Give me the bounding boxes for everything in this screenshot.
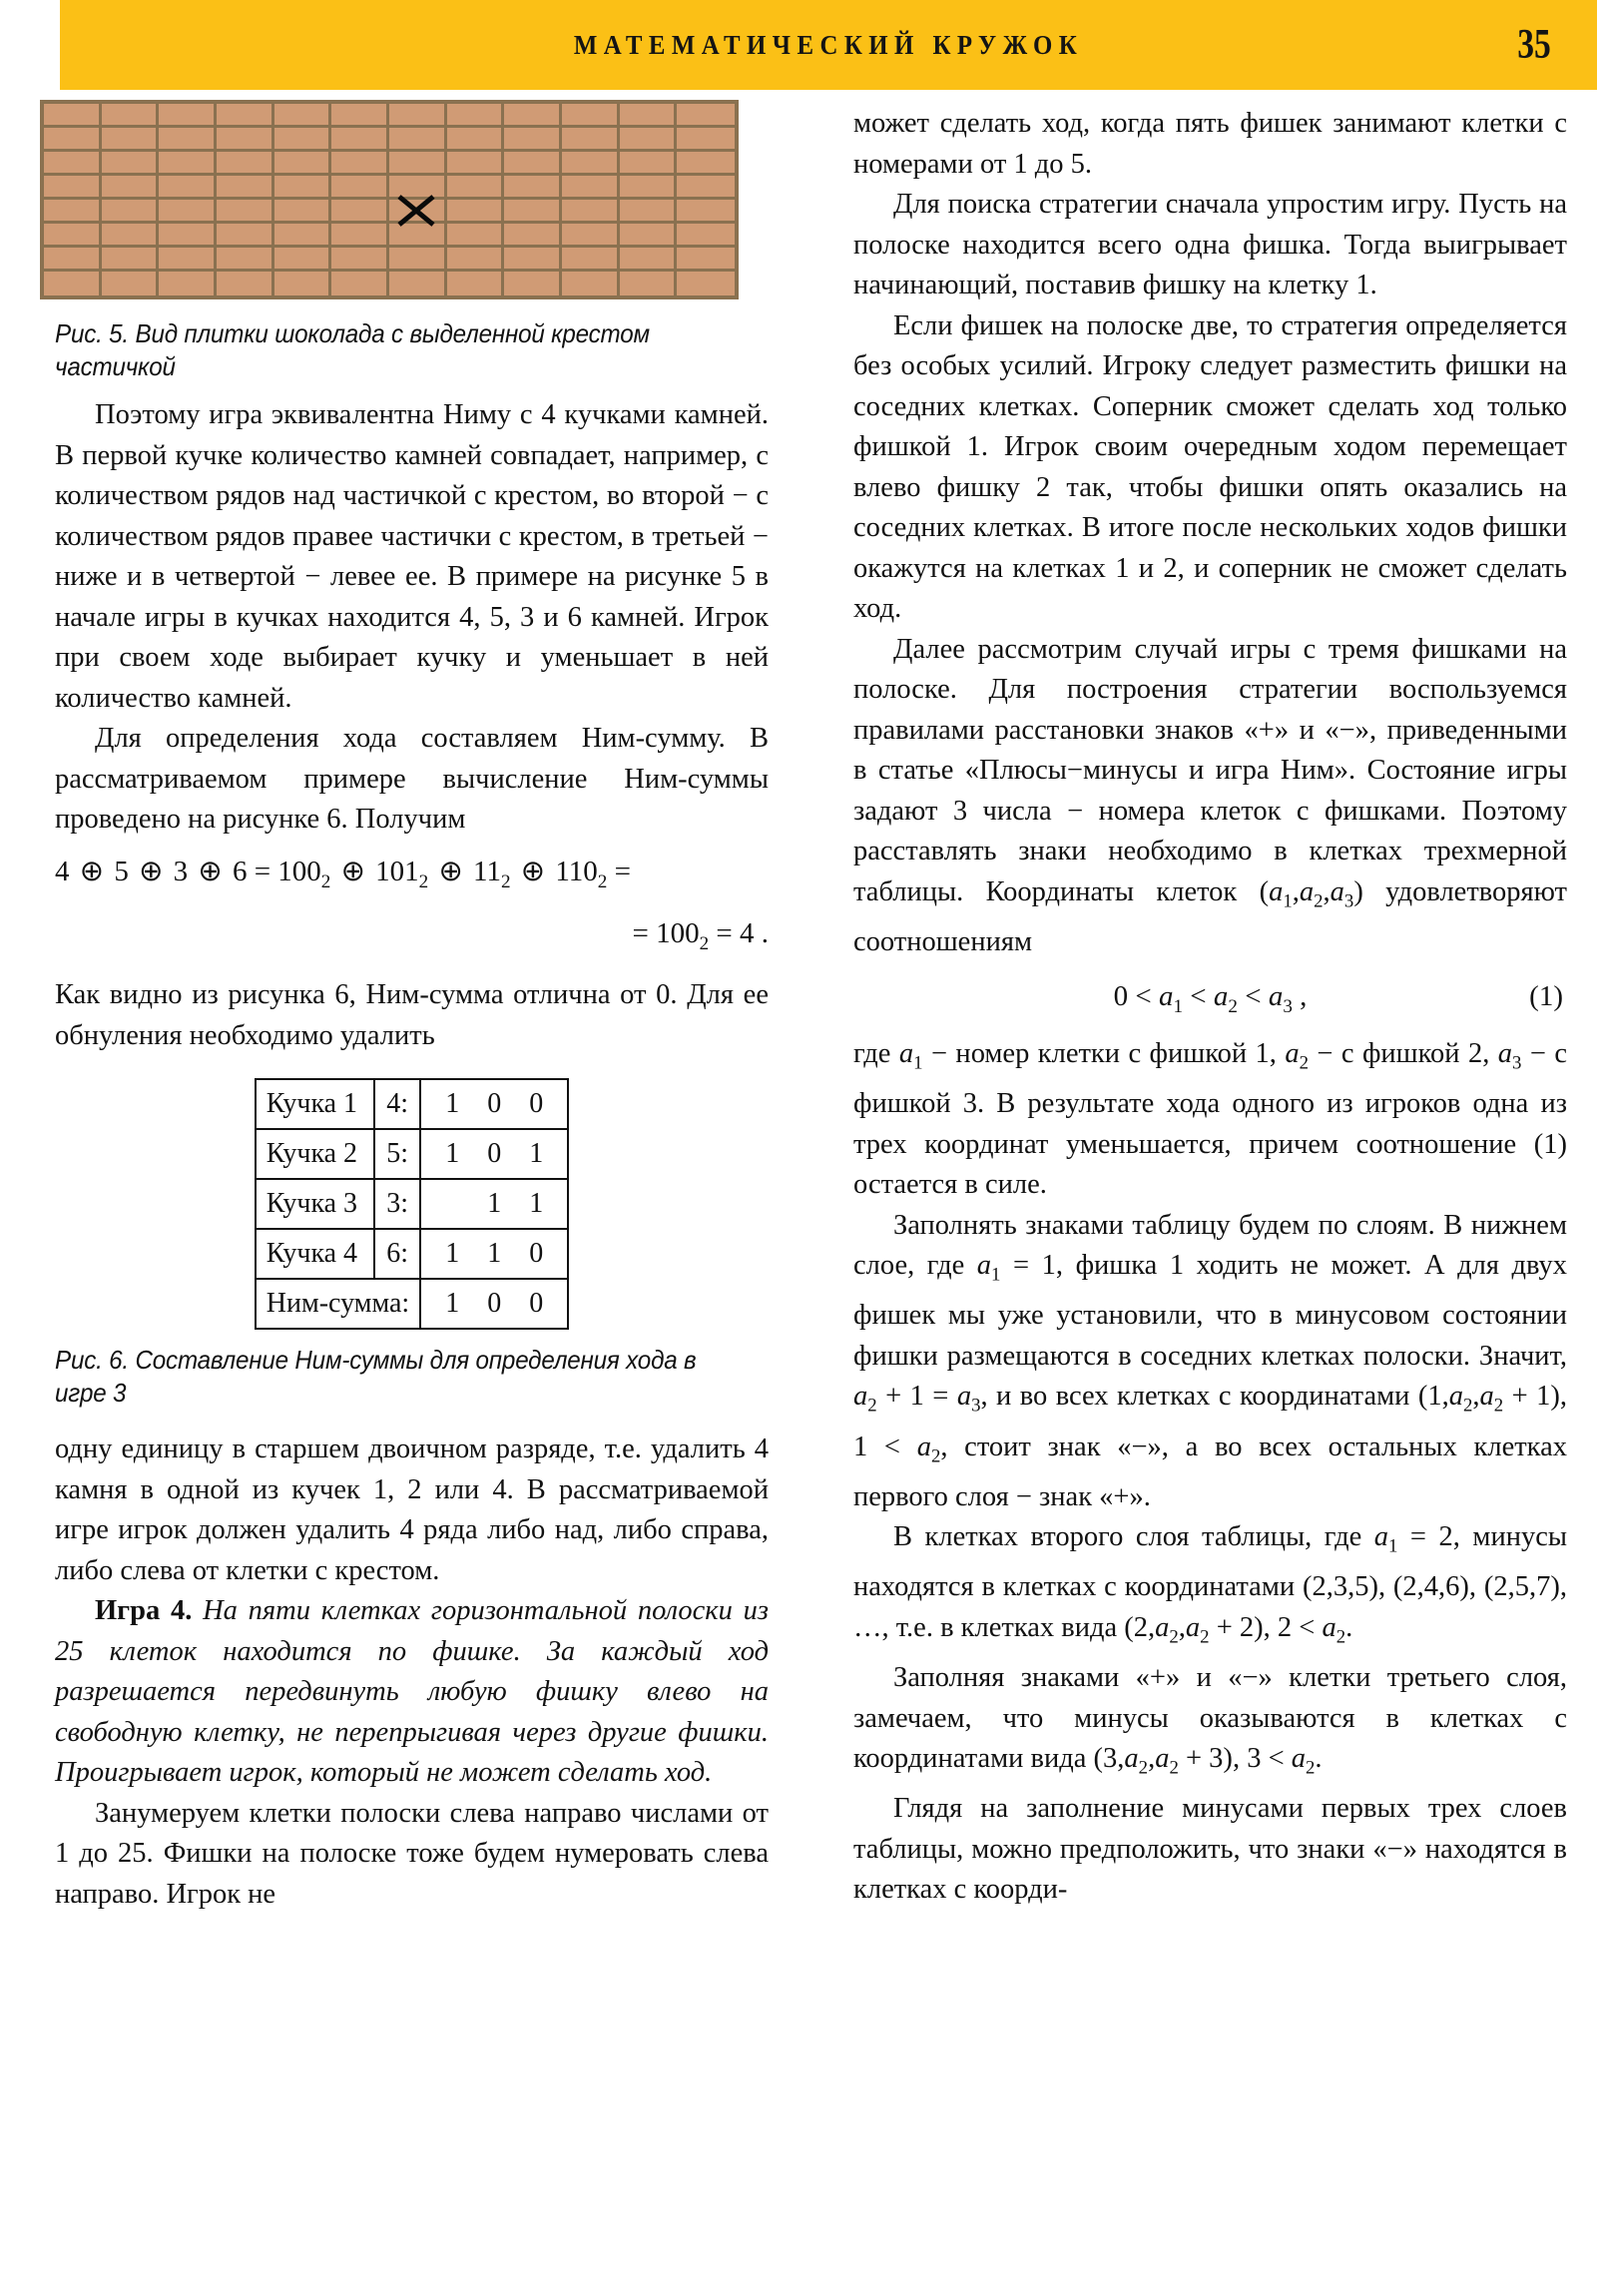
chocolate-cell [504, 104, 562, 128]
bit-cell: 0 [529, 1088, 544, 1120]
chocolate-cell [677, 200, 735, 224]
left-paragraph-4: одну единицу в старшем двоичном разряде, т.е. удалить 4 камня в одной из кучек 1, 2 или 4. В рассматриваемой игре игрок должен удалить 4 ряда либо над, либо справа, либо слева от клетки с крестом. [55, 1434, 769, 1586]
r6a: Заполнять знаками таблицу будем по слоям. В нижнем слое, где [853, 1209, 1567, 1282]
chocolate-cell [217, 104, 274, 128]
chocolate-cell [447, 128, 505, 152]
chocolate-cell [44, 128, 102, 152]
left-paragraph-1: Поэтому игра эквивалентна Ниму с 4 кучками камней. В первой кучке количество камней совпадает, например, с количеством рядов над частичкой с крестом, во второй − с количеством рядов правее частички с крестом, в третьей − ниже и в четвертой − левее ее. В примере на рисунке 5 в начале игры в кучках находится 4, 5, 3 и 6 камней. Игрок при своем ходе выбирает кучку и уменьшает в ней количество камней. [55, 399, 769, 714]
chocolate-cell [562, 200, 620, 224]
chocolate-cell [504, 224, 562, 248]
equation-1-number: (1) [1529, 980, 1563, 1013]
chocolate-cell [217, 248, 274, 272]
equation-1: $0 < a_1 < a_2 < a_3$ , (1) [1113, 980, 1563, 1017]
r6c: , и во всех клетках с координатами [980, 1381, 1410, 1413]
right-paragraph-9: Глядя на заполнение минусами первых трех слоев таблицы, можно предположить, что знаки «−» находятся в клетках с коорди- [853, 1793, 1567, 1906]
chocolate-cell [217, 200, 274, 224]
chocolate-cell [504, 200, 562, 224]
r6d: , [1559, 1381, 1567, 1413]
chocolate-cell [159, 200, 217, 224]
bit-cell: 1 [445, 1288, 460, 1320]
coordinates-inline: $(a_1,a_2,a_3)$ [1259, 875, 1363, 912]
chocolate-cell [159, 104, 217, 128]
chocolate-cell [331, 224, 389, 248]
figure5-caption: Рис. 5. Вид плитки шоколада с выделенной крестом частичкой [55, 318, 650, 381]
chocolate-cell [102, 224, 160, 248]
pile-value: 3: [374, 1179, 420, 1229]
right-paragraph-4 [853, 630, 1567, 963]
r7b: , минусы находятся в клетках с координатами [853, 1521, 1567, 1603]
chocolate-cell [331, 248, 389, 272]
page-title: МАТЕМАТИЧЕСКИЙ КРУЖОК [573, 29, 1084, 60]
pile-label: Кучка 1 [256, 1079, 374, 1129]
left-column [55, 90, 769, 1915]
chocolate-cell [102, 152, 160, 176]
r6b: , фишка 1 ходить не может. А для двух фишек мы уже установили, что в минусовом состоянии фишки размещаются в соседних клетках полоски. Значит, [853, 1250, 1568, 1372]
chocolate-cell [331, 104, 389, 128]
chocolate-cell [44, 248, 102, 272]
table-row-nim-sum [256, 1279, 568, 1329]
chocolate-cell [677, 224, 735, 248]
chocolate-cell [620, 272, 678, 295]
chocolate-cell [504, 128, 562, 152]
chocolate-cell [620, 176, 678, 200]
right-paragraph-7: В клетках второго слоя таблицы, где $a_1 = 2$, минусы находятся в клетках с координатами (2,3,5), (2,4,6), (2,5,7), …, т.е. в клетках вида $(2,a_2,a_2 + 2)$, $2 < a_2$. [853, 1521, 1567, 1648]
chocolate-cell [274, 176, 332, 200]
pile-label: Кучка 3 [256, 1179, 374, 1229]
page-body [0, 90, 1597, 2296]
chocolate-cell [217, 176, 274, 200]
chocolate-cell [562, 248, 620, 272]
chocolate-cell [217, 272, 274, 295]
table-row [256, 1129, 568, 1179]
chocolate-cell [620, 200, 678, 224]
chocolate-cell [274, 224, 332, 248]
chocolate-cell [217, 224, 274, 248]
chocolate-cell [102, 176, 160, 200]
chocolate-cell [389, 272, 447, 295]
chocolate-cell [620, 104, 678, 128]
chocolate-cell [102, 272, 160, 295]
table-row [256, 1079, 568, 1129]
page-number: 35 [1517, 22, 1551, 68]
pile-label: Кучка 2 [256, 1129, 374, 1179]
bit-cell: 1 [529, 1188, 544, 1220]
pile-bits [420, 1129, 568, 1179]
right-paragraph-1: может сделать ход, когда пять фишек занимают клетки с номерами от 1 до 5. [853, 108, 1567, 180]
chocolate-cell [217, 152, 274, 176]
chocolate-cell [677, 272, 735, 295]
chocolate-cell [102, 128, 160, 152]
bit-cell: 1 [445, 1138, 460, 1170]
chocolate-cell [620, 248, 678, 272]
chocolate-cell [677, 248, 735, 272]
chocolate-cell [102, 200, 160, 224]
table-row [256, 1229, 568, 1279]
pile-label: Кучка 4 [256, 1229, 374, 1279]
game4-text: На пяти клетках горизонтальной полоски из 25 клеток находится по фишке. За каждый ход разрешается передвинуть любую фишку влево на свободную клетку, не перепрыгивая через другие фишки. Проигрывает игрок, который не может сделать ход. [55, 1595, 769, 1789]
right-paragraph-2: Для поиска стратегии сначала упростим игру. Пусть на полоске находится всего одна фишка. Тогда выигрывает начинающий, поставив фишку на клетку 1. [853, 189, 1567, 300]
pile-bits [420, 1179, 568, 1229]
chocolate-cell [331, 272, 389, 295]
chocolate-cell [44, 224, 102, 248]
chocolate-cell [562, 272, 620, 295]
chocolate-cell [447, 104, 505, 128]
figure-nim-table [55, 1078, 769, 1330]
chocolate-cell [620, 152, 678, 176]
chocolate-cell-cross-icon [389, 200, 447, 224]
chocolate-cell [331, 176, 389, 200]
bit-cell: 1 [445, 1238, 460, 1270]
r7c: , [1263, 1611, 1271, 1643]
chocolate-cell [389, 152, 447, 176]
right-paragraph-6: Заполнять знаками таблицу будем по слоям. В нижнем слое, где $a_1 = 1$, фишка 1 ходить не может. А для двух фишек мы уже установили, что в минусовом состоянии фишки размещаются в соседних клетках полоски. Значит, $a_2 + 1 = a_3$, и во всех клетках с координатами $(1,a_2,a_2 + 1)$, $1 < a_2$, стоит знак «−», а во всех остальных клетках первого слоя − знак «+». [853, 1209, 1568, 1512]
chocolate-cell [274, 200, 332, 224]
chocolate-cell [331, 128, 389, 152]
r6e: , стоит знак «−», а во всех остальных клетках первого слоя − знак «+». [853, 1431, 1567, 1512]
r7coords: (2,3,5), (2,4,6), (2,5,7), …, т.е. в клетках вида [853, 1571, 1567, 1643]
bit-cell: 1 [487, 1188, 502, 1220]
nim-sum-bits [420, 1279, 568, 1329]
chocolate-cell [331, 152, 389, 176]
chocolate-cell [562, 152, 620, 176]
chocolate-cell [677, 176, 735, 200]
chocolate-cell [159, 176, 217, 200]
game4-label: Игра 4. [95, 1595, 193, 1627]
chocolate-cell [504, 176, 562, 200]
header-banner [60, 0, 1597, 90]
chocolate-cell [331, 200, 389, 224]
nim-sum-table [255, 1078, 569, 1330]
figure-chocolate-bar [40, 100, 739, 299]
right-paragraph-8: Заполняя знаками «+» и «−» клетки третьего слоя, замечаем, что минусы оказываются в клетках с координатами вида $(3,a_2,a_2 + 3)$, $3 < a_2$. [853, 1662, 1567, 1779]
chocolate-cell [562, 104, 620, 128]
bit-cell: 1 [487, 1238, 502, 1270]
right-paragraph-4-text-b: удовлетворяют соотношениям [853, 875, 1568, 957]
right-paragraph-5: где $a_1$ − номер клетки с фишкой 1, $a_2 - с$ фишкой 2, $a_3 - с$ фишкой 3. В результате хода одного из игроков одна из трех координат уменьшается, причем соотношение (1) остается в силе. [853, 1037, 1567, 1201]
bit-cell: 0 [529, 1238, 544, 1270]
chocolate-cell [389, 224, 447, 248]
r8b: , [1232, 1743, 1241, 1775]
bit-cell: 0 [487, 1138, 502, 1170]
chocolate-cell [44, 104, 102, 128]
chocolate-cell [447, 200, 505, 224]
chocolate-cell [274, 104, 332, 128]
chocolate-cell [44, 152, 102, 176]
chocolate-cell [102, 104, 160, 128]
right-column [853, 90, 1567, 1911]
chocolate-cell [677, 152, 735, 176]
chocolate-cell [447, 248, 505, 272]
pile-bits [420, 1229, 568, 1279]
pile-value: 5: [374, 1129, 420, 1179]
r7a: В клетках второго слоя таблицы, где [893, 1521, 1362, 1553]
chocolate-cell [159, 128, 217, 152]
right-paragraph-3: Если фишек на полоске две, то стратегия определяется без особых усилий. Игроку следует разместить фишки на соседних клетках. Соперник сможет сделать ход только фишкой 1. Игрок своим очередным ходом перемещает влево фишку 2 так, чтобы фишки опять оказались на соседних клетках. В итоге после нескольких ходов фишки окажутся на клетках 1 и 2, и соперник не сможет сделать ход. [853, 309, 1567, 624]
chocolate-cell [677, 128, 735, 152]
chocolate-cell [447, 272, 505, 295]
chocolate-cell [620, 128, 678, 152]
left-paragraph-3: Как видно из рисунка 6, Ним-сумма отлична от 0. Для ее обнуления необходимо удалить [55, 979, 769, 1051]
pile-bits [420, 1079, 568, 1129]
chocolate-cell [274, 248, 332, 272]
bit-cell: 0 [487, 1288, 502, 1320]
chocolate-cell [389, 104, 447, 128]
nim-formula-line-1: 4 ⊕ 5 ⊕ 3 ⊕ $6 = 100_2$ ⊕ $101_2$ ⊕ $11_2$ ⊕ $110_2$ = [55, 855, 631, 892]
chocolate-cell [389, 128, 447, 152]
chocolate-cell [562, 128, 620, 152]
chocolate-cell [217, 128, 274, 152]
chocolate-cell [562, 224, 620, 248]
r8c: . [1315, 1743, 1323, 1775]
chocolate-cell [504, 272, 562, 295]
chocolate-cell [159, 272, 217, 295]
chocolate-cell [44, 200, 102, 224]
left-paragraph-5: Занумеруем клетки полоски слева направо числами от 1 до 25. Фишки на полоске тоже будем нумеровать слева направо. Игрок не [55, 1797, 769, 1910]
bit-cell: 1 [445, 1088, 460, 1120]
chocolate-cell [620, 224, 678, 248]
chocolate-cell [504, 152, 562, 176]
nim-formula-line-2: = $100_2 = 4$ . [632, 917, 769, 955]
pile-value: 4: [374, 1079, 420, 1129]
chocolate-cell [389, 248, 447, 272]
table-row [256, 1179, 568, 1229]
bit-cell: 1 [529, 1138, 544, 1170]
r7d: . [1345, 1611, 1353, 1643]
chocolate-cell [447, 152, 505, 176]
chocolate-cell [274, 152, 332, 176]
bit-cell: 0 [487, 1088, 502, 1120]
nim-sum-label: Ним-сумма: [256, 1279, 420, 1329]
r8a: Заполняя знаками «+» и «−» клетки третьего слоя, замечаем, что минусы оказываются в клетках с координатами вида [853, 1662, 1567, 1775]
game4-paragraph [55, 1591, 769, 1794]
chocolate-cell [44, 272, 102, 295]
chocolate-cell [447, 224, 505, 248]
chocolate-cell [274, 272, 332, 295]
chocolate-cell [677, 104, 735, 128]
chocolate-cell [159, 152, 217, 176]
chocolate-cell [504, 248, 562, 272]
chocolate-cell [274, 128, 332, 152]
figure6-caption: Рис. 6. Составление Ним-суммы для определения хода в игре 3 [55, 1345, 697, 1409]
bit-cell: 0 [529, 1288, 544, 1320]
chocolate-cell [447, 176, 505, 200]
chocolate-grid [40, 100, 739, 299]
chocolate-cell [159, 224, 217, 248]
chocolate-cell [44, 176, 102, 200]
right-paragraph-4-text-a: Далее рассмотрим случай игры с тремя фишками на полоске. Для построения стратегии воспользуемся правилами расстановки знаков «+» и «−», приведенными в статье «Плюсы−минусы и игра Ним». Состояние игры задают 3 числа − номера клеток с фишками. Поэтому расставлять знаки необходимо в клетках трехмерной таблицы. Координаты клеток [853, 633, 1567, 907]
chocolate-cell [102, 248, 160, 272]
chocolate-cell [159, 248, 217, 272]
chocolate-cell [562, 176, 620, 200]
cross-icon [396, 194, 436, 228]
pile-value: 6: [374, 1229, 420, 1279]
left-paragraph-2: Для определения хода составляем Ним-сумму. В рассматриваемом примере вычисление Ним-суммы проведено на рисунке 6. Получим [55, 723, 769, 835]
